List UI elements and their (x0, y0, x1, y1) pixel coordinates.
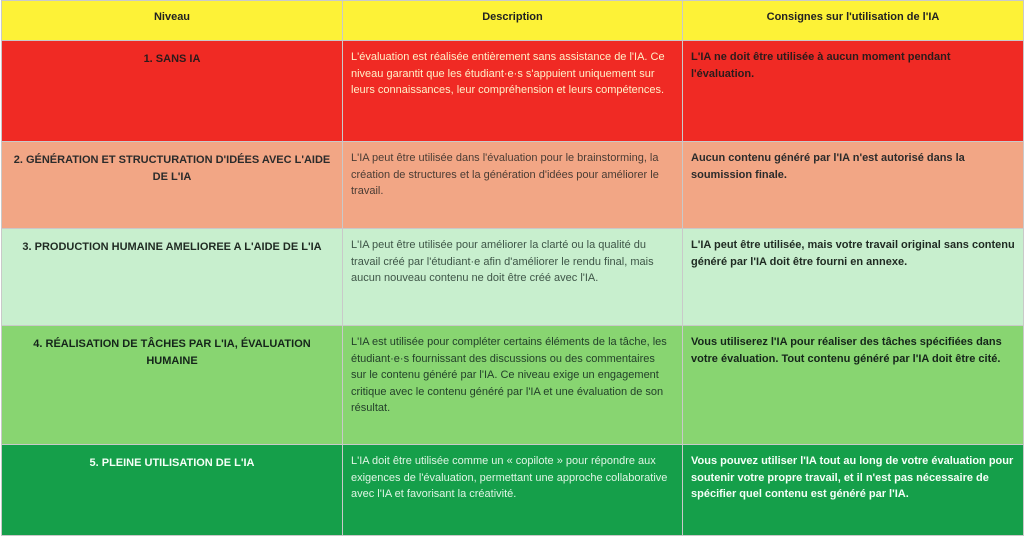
header-niveau: Niveau (2, 1, 343, 41)
niveau-cell: 4. RÉALISATION DE TÂCHES PAR L'IA, ÉVALUATION HUMAINE (2, 326, 343, 445)
description-cell: L'IA peut être utilisée dans l'évaluation pour le brainstorming, la création de structures et la génération d'idées pour améliorer le travail. (343, 142, 683, 229)
table-row-level-4 (2, 326, 1024, 445)
consigne-cell: L'IA peut être utilisée, mais votre travail original sans contenu généré par l'IA doit être fourni en annexe. (683, 229, 1024, 326)
niveau-cell: 5. PLEINE UTILISATION DE L'IA (2, 445, 343, 536)
niveau-cell: 2. GÉNÉRATION ET STRUCTURATION D'IDÉES AVEC L'AIDE DE L'IA (2, 142, 343, 229)
description-cell: L'IA est utilisée pour compléter certains éléments de la tâche, les étudiant·e·s fournissant des discussions ou des commentaires sur le contenu généré par l'IA. Ce niveau exige un engagement critique avec le contenu généré par l'IA et une évaluation de son résultat. (343, 326, 683, 445)
consigne-cell: Vous pouvez utiliser l'IA tout au long de votre évaluation pour soutenir votre propre travail, et il n'est pas nécessaire de spécifier quel contenu est généré par l'IA. (683, 445, 1024, 536)
table-row-level-1 (2, 41, 1024, 142)
description-cell: L'IA peut être utilisée pour améliorer la clarté ou la qualité du travail créé par l'étudiant·e afin d'améliorer le rendu final, mais aucun nouveau contenu ne doit être créé avec l'IA. (343, 229, 683, 326)
header-description: Description (343, 1, 683, 41)
table-row-level-5 (2, 445, 1024, 536)
consigne-cell: Aucun contenu généré par l'IA n'est autorisé dans la soumission finale. (683, 142, 1024, 229)
header-consignes: Consignes sur l'utilisation de l'IA (683, 1, 1024, 41)
table-row-level-3 (2, 229, 1024, 326)
consigne-cell: Vous utiliserez l'IA pour réaliser des tâches spécifiées dans votre évaluation. Tout contenu généré par l'IA doit être cité. (683, 326, 1024, 445)
header-row (2, 1, 1024, 41)
ai-levels-table (1, 0, 1024, 536)
consigne-cell: L'IA ne doit être utilisée à aucun moment pendant l'évaluation. (683, 41, 1024, 142)
niveau-cell: 3. PRODUCTION HUMAINE AMELIOREE A L'AIDE DE L'IA (2, 229, 343, 326)
niveau-cell: 1. SANS IA (2, 41, 343, 142)
table-row-level-2 (2, 142, 1024, 229)
description-cell: L'IA doit être utilisée comme un « copilote » pour répondre aux exigences de l'évaluation, permettant une approche collaborative avec l'IA et favorisant la créativité. (343, 445, 683, 536)
description-cell: L'évaluation est réalisée entièrement sans assistance de l'IA. Ce niveau garantit que les étudiant·e·s s'appuient uniquement sur leurs connaissances, leur compréhension et leurs compétences. (343, 41, 683, 142)
